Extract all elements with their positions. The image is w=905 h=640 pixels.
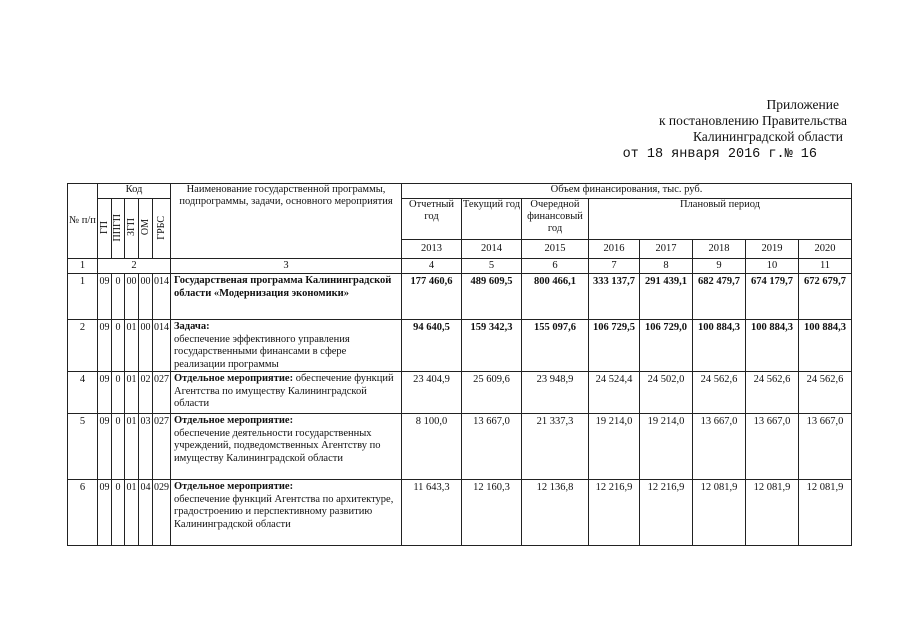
code-ppgp-cell: 0 [112, 274, 125, 320]
finance-value-cell: 13 667,0 [746, 414, 799, 480]
next-year-header: Очередной финансовый год [522, 199, 589, 240]
code-zgp-cell: 01 [125, 372, 139, 414]
finance-value-cell: 159 342,3 [462, 320, 522, 372]
code-om-cell: 00 [139, 274, 153, 320]
finance-value-cell: 13 667,0 [462, 414, 522, 480]
program-name-bold: Задача: [174, 321, 210, 332]
finance-value-cell: 24 524,4 [589, 372, 640, 414]
table-row [68, 274, 852, 320]
code-om-cell: 02 [139, 372, 153, 414]
program-name-bold: Отдельное мероприятие: [174, 373, 294, 384]
finance-value-cell: 12 216,9 [640, 480, 693, 546]
reported-year-header: Отчетный год [402, 199, 462, 240]
finance-value-cell: 682 479,7 [693, 274, 746, 320]
year-header: 2016 [589, 240, 640, 259]
finance-value-cell: 23 948,9 [522, 372, 589, 414]
table-row [68, 414, 852, 480]
finance-value-cell: 155 097,6 [522, 320, 589, 372]
finance-value-cell: 23 404,9 [402, 372, 462, 414]
code-grbs-cell: 027 [153, 414, 171, 480]
code-grbs-cell: 027 [153, 372, 171, 414]
code-om-cell: 00 [139, 320, 153, 372]
index-cell: 3 [171, 259, 402, 274]
program-name-text: обеспечение деятельности государственных учреждений, подведомственных Агентству по имуществу Калининградской области [174, 427, 381, 464]
code-grbs-header: ГРБС [153, 199, 171, 259]
row-number-cell: 1 [68, 274, 98, 320]
col-name-header: Наименование государственной программы, подпрограммы, задачи, основного мероприятия [171, 184, 402, 259]
index-cell: 2 [98, 259, 171, 274]
code-grbs-cell: 029 [153, 480, 171, 546]
finance-value-cell: 24 562,6 [799, 372, 852, 414]
finance-value-cell: 177 460,6 [402, 274, 462, 320]
code-zgp-cell: 00 [125, 274, 139, 320]
program-name-cell [171, 372, 402, 414]
appendix-region: Калининградской области [692, 129, 843, 144]
document-header [622, 97, 847, 163]
finance-value-cell: 333 137,7 [589, 274, 640, 320]
code-om-cell: 03 [139, 414, 153, 480]
index-cell: 5 [462, 259, 522, 274]
finance-value-cell: 21 337,3 [522, 414, 589, 480]
column-index-row [68, 259, 852, 274]
code-zgp-cell: 01 [125, 414, 139, 480]
table-row [68, 480, 852, 546]
program-name-cell [171, 414, 402, 480]
year-header: 2015 [522, 240, 589, 259]
code-ppgp-cell: 0 [112, 372, 125, 414]
program-name-cell [171, 320, 402, 372]
program-name-text: обеспечение функций Агентства по архитектуре, градостроению и перспективному развитию Калининградской области [174, 493, 394, 530]
program-name-cell [171, 274, 402, 320]
index-cell: 10 [746, 259, 799, 274]
financing-table [67, 183, 852, 546]
row-number-cell: 4 [68, 372, 98, 414]
code-ppgp-cell: 0 [112, 414, 125, 480]
index-cell: 1 [68, 259, 98, 274]
finance-value-cell: 12 081,9 [693, 480, 746, 546]
finance-value-cell: 100 884,3 [693, 320, 746, 372]
code-gp-cell: 09 [98, 372, 112, 414]
code-ppgp-cell: 0 [112, 480, 125, 546]
finance-value-cell: 800 466,1 [522, 274, 589, 320]
code-om-header: ОМ [139, 199, 153, 259]
year-header: 2013 [402, 240, 462, 259]
row-number-cell: 2 [68, 320, 98, 372]
resolution-date: от 18 января 2016 г.№ 16 [622, 147, 817, 162]
year-header: 2014 [462, 240, 522, 259]
program-name-bold: Государственая программа Калининградской области «Модернизация экономики» [174, 275, 392, 299]
code-om-cell: 04 [139, 480, 153, 546]
finance-value-cell: 24 562,6 [746, 372, 799, 414]
finance-value-cell: 106 729,5 [589, 320, 640, 372]
year-header: 2018 [693, 240, 746, 259]
code-zgp-cell: 01 [125, 320, 139, 372]
index-cell: 9 [693, 259, 746, 274]
index-cell: 8 [640, 259, 693, 274]
finance-value-cell: 12 081,9 [799, 480, 852, 546]
code-gp-cell: 09 [98, 480, 112, 546]
index-cell: 7 [589, 259, 640, 274]
index-cell: 11 [799, 259, 852, 274]
finance-value-cell: 94 640,5 [402, 320, 462, 372]
finance-value-cell: 8 100,0 [402, 414, 462, 480]
finance-value-cell: 13 667,0 [693, 414, 746, 480]
finance-value-cell: 100 884,3 [746, 320, 799, 372]
table-row [68, 372, 852, 414]
finance-value-cell: 24 502,0 [640, 372, 693, 414]
code-zgp-cell: 01 [125, 480, 139, 546]
appendix-title: Приложение [766, 97, 839, 112]
finance-value-cell: 12 081,9 [746, 480, 799, 546]
year-header: 2017 [640, 240, 693, 259]
finance-value-cell: 25 609,6 [462, 372, 522, 414]
row-number-cell: 6 [68, 480, 98, 546]
program-name-text: обеспечение функций Агентства по имуществу Калининградской области [174, 373, 394, 409]
year-header: 2020 [799, 240, 852, 259]
col-number-header: № п/п [68, 184, 98, 259]
finance-value-cell: 100 884,3 [799, 320, 852, 372]
index-cell: 4 [402, 259, 462, 274]
finance-value-cell: 489 609,5 [462, 274, 522, 320]
current-year-header: Текущий год [462, 199, 522, 240]
finance-value-cell: 11 643,3 [402, 480, 462, 546]
finance-value-cell: 12 216,9 [589, 480, 640, 546]
code-zgp-header: ЗГП [125, 199, 139, 259]
year-header: 2019 [746, 240, 799, 259]
finance-value-cell: 12 160,3 [462, 480, 522, 546]
finance-value-cell: 291 439,1 [640, 274, 693, 320]
finance-value-cell: 19 214,0 [640, 414, 693, 480]
index-cell: 6 [522, 259, 589, 274]
code-grbs-cell: 014 [153, 274, 171, 320]
program-name-bold: Отдельное мероприятие: [174, 415, 294, 426]
code-gp-cell: 09 [98, 274, 112, 320]
finance-value-cell: 12 136,8 [522, 480, 589, 546]
code-gp-cell: 09 [98, 414, 112, 480]
appendix-reference: к постановлению Правительства [658, 113, 847, 128]
program-name-text: обеспечение эффективного управления государственными финансами в сфере реализации программы [174, 333, 350, 370]
col-code-header: Код [98, 184, 171, 199]
finance-value-cell: 19 214,0 [589, 414, 640, 480]
code-ppgp-header: ППГП [112, 199, 125, 259]
program-name-bold: Отдельное мероприятие: [174, 481, 294, 492]
finance-value-cell: 672 679,7 [799, 274, 852, 320]
finance-value-cell: 106 729,0 [640, 320, 693, 372]
finance-value-cell: 24 562,6 [693, 372, 746, 414]
col-finance-header: Объем финансирования, тыс. руб. [402, 184, 852, 199]
code-gp-cell: 09 [98, 320, 112, 372]
table-row [68, 320, 852, 372]
code-ppgp-cell: 0 [112, 320, 125, 372]
row-number-cell: 5 [68, 414, 98, 480]
plan-period-header: Плановый период [589, 199, 852, 240]
finance-value-cell: 674 179,7 [746, 274, 799, 320]
finance-value-cell: 13 667,0 [799, 414, 852, 480]
code-gp-header: ГП [98, 199, 112, 259]
code-grbs-cell: 014 [153, 320, 171, 372]
program-name-cell [171, 480, 402, 546]
